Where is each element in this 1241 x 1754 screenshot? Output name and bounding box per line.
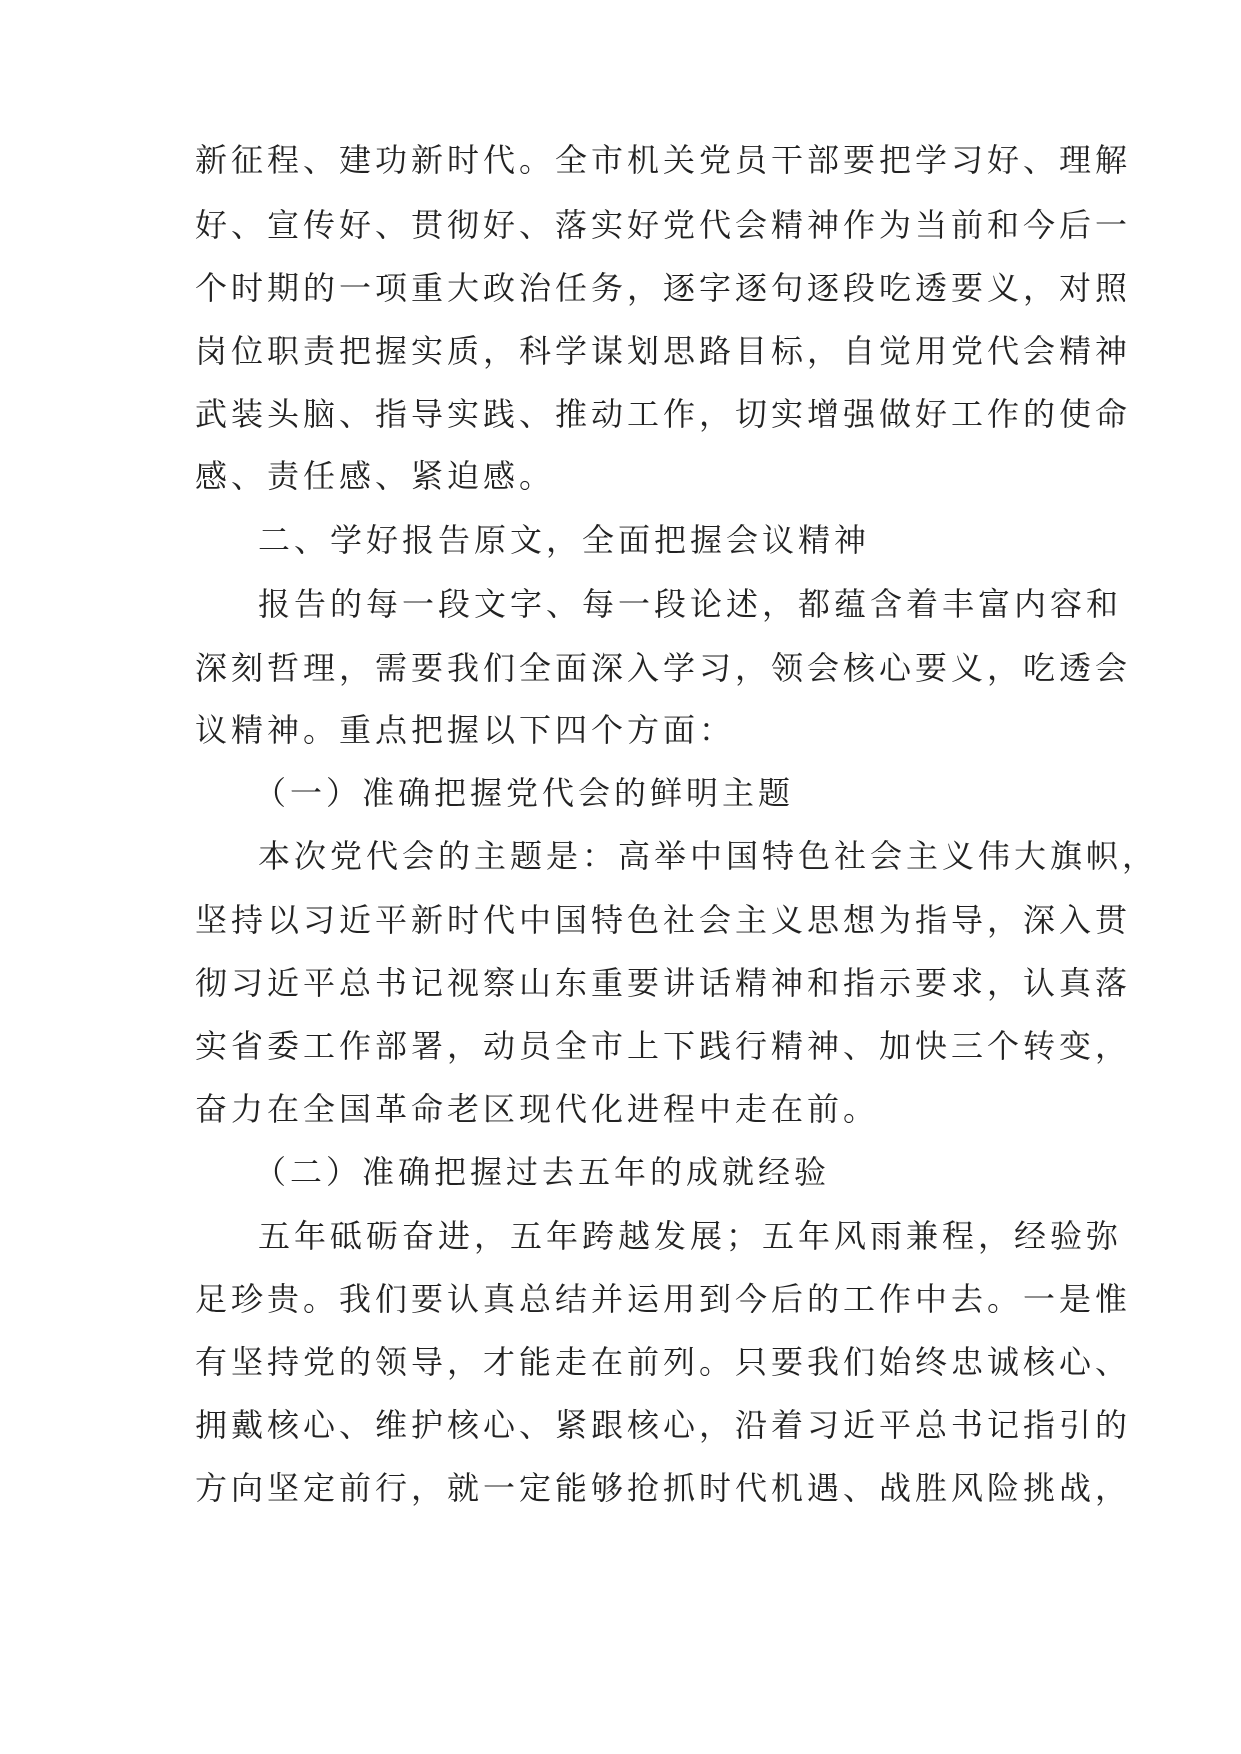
text-line: 足珍贵。我们要认真总结并运用到今后的工作中去。一是惟: [195, 1280, 1132, 1318]
text-line: 好、宣传好、贯彻好、落实好党代会精神作为当前和今后一: [195, 206, 1132, 244]
text-line: 坚持以习近平新时代中国特色社会主义思想为指导，深入贯: [195, 901, 1132, 939]
text-line: 彻习近平总书记视察山东重要讲话精神和指示要求，认真落: [195, 964, 1132, 1002]
section-heading: 二、学好报告原文，全面把握会议精神: [258, 521, 871, 559]
text-line: 新征程、建功新时代。全市机关党员干部要把学习好、理解: [195, 141, 1132, 179]
subsection-heading: （二）准确把握过去五年的成就经验: [254, 1153, 831, 1191]
text-line: 实省委工作部署，动员全市上下践行精神、加快三个转变，: [195, 1027, 1132, 1065]
text-line: 个时期的一项重大政治任务，逐字逐句逐段吃透要义，对照: [195, 269, 1132, 307]
text-line: 报告的每一段文字、每一段论述，都蕴含着丰富内容和: [258, 585, 1123, 623]
text-line: 本次党代会的主题是：高举中国特色社会主义伟大旗帜，: [258, 837, 1159, 875]
text-line: 深刻哲理，需要我们全面深入学习，领会核心要义，吃透会: [195, 649, 1132, 687]
text-line: 武装头脑、指导实践、推动工作，切实增强做好工作的使命: [195, 395, 1132, 433]
text-line: 五年砥砺奋进，五年跨越发展；五年风雨兼程，经验弥: [258, 1217, 1123, 1255]
text-line: 奋力在全国革命老区现代化进程中走在前。: [195, 1090, 880, 1128]
text-line: 有坚持党的领导，才能走在前列。只要我们始终忠诚核心、: [195, 1343, 1132, 1381]
text-line: 方向坚定前行，就一定能够抢抓时代机遇、战胜风险挑战，: [195, 1469, 1132, 1507]
text-line: 议精神。重点把握以下四个方面：: [195, 711, 736, 749]
subsection-heading: （一）准确把握党代会的鲜明主题: [254, 774, 795, 812]
text-line: 拥戴核心、维护核心、紧跟核心，沿着习近平总书记指引的: [195, 1406, 1132, 1444]
text-line: 感、责任感、紧迫感。: [195, 457, 556, 495]
text-line: 岗位职责把握实质，科学谋划思路目标，自觉用党代会精神: [195, 332, 1132, 370]
